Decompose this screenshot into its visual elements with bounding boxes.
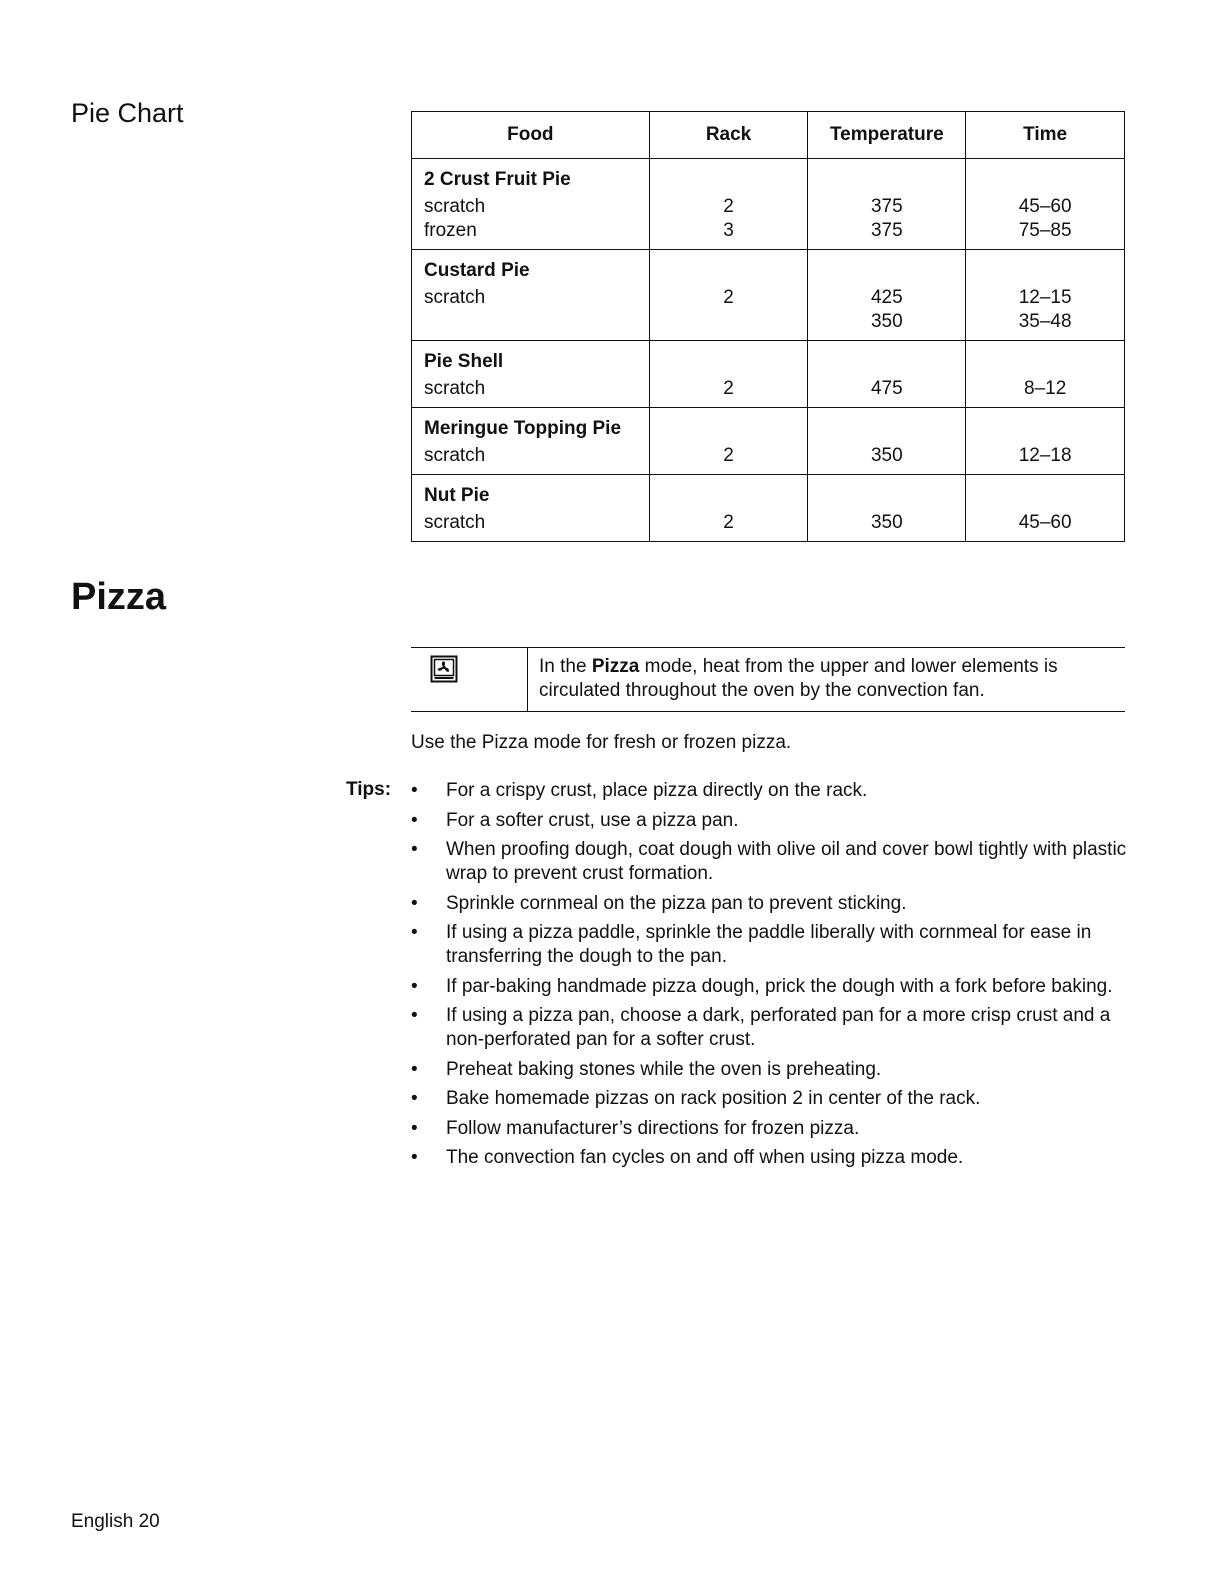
mode-text-prefix: In the [539, 656, 592, 677]
cell-value-food [424, 310, 639, 334]
list-item [411, 892, 1151, 916]
table-cell-rack [649, 341, 808, 408]
cell-value-food: scratch [424, 196, 486, 217]
bullet-icon: • [411, 892, 418, 914]
tips-list [411, 779, 1151, 1176]
pie-category: Nut Pie [424, 485, 490, 506]
tip-text: If par-baking handmade pizza dough, prick the dough with a fork before baking. [446, 975, 1113, 997]
table-cell-time [966, 475, 1125, 542]
list-item [411, 1117, 1151, 1141]
tip-text: The convection fan cycles on and off when using pizza mode. [446, 1147, 964, 1168]
cell-value-time: 45–60 [1018, 196, 1072, 217]
bullet-icon: • [411, 809, 418, 831]
cell-value-time: 8–12 [1024, 378, 1067, 399]
cell-value-time: 12–18 [1018, 445, 1072, 466]
bullet-icon: • [411, 1117, 418, 1139]
table-row [412, 250, 1125, 341]
cell-value-temp: 375 [870, 220, 903, 241]
table-cell-time [966, 250, 1125, 341]
pie-category: 2 Crust Fruit Pie [424, 169, 571, 190]
list-item [411, 779, 1151, 803]
table-cell-temp [808, 341, 966, 408]
table-cell-temp [808, 475, 966, 542]
table-cell-rack [649, 159, 808, 250]
table-cell-temp [808, 159, 966, 250]
bullet-icon: • [411, 1005, 418, 1026]
table-cell-time [966, 341, 1125, 408]
cell-value-rack [650, 310, 808, 334]
pizza-usage-text: Use the Pizza mode for fresh or frozen pizza. [411, 732, 792, 753]
list-item [411, 1087, 1151, 1111]
cell-value-food: scratch [424, 287, 486, 308]
cell-value-time: 12–15 [1018, 287, 1072, 308]
table-cell-time [966, 408, 1125, 475]
header-temperature: Temperature [808, 112, 966, 159]
table-cell-food [412, 341, 650, 408]
cell-value-temp: 350 [870, 311, 903, 332]
list-item [411, 975, 1151, 999]
table-cell-food [412, 250, 650, 341]
cell-value-food: scratch [424, 512, 486, 533]
table-cell-food [412, 159, 650, 250]
tips-label: Tips: [346, 779, 392, 800]
tip-text: If using a pizza pan, choose a dark, perforated pan for a more crisp crust and a non-perforated pan for a softer crust. [446, 1005, 1111, 1050]
table-cell-time [966, 159, 1125, 250]
table-cell-rack [649, 250, 808, 341]
pie-category: Custard Pie [424, 260, 530, 281]
cell-value-rack: 2 [723, 378, 734, 399]
list-item [411, 838, 1151, 886]
pizza-title: Pizza [71, 576, 167, 618]
pie-chart-title: Pie Chart [71, 98, 184, 128]
table-cell-food [412, 475, 650, 542]
table-cell-rack [649, 475, 808, 542]
cell-value-temp: 425 [870, 287, 903, 308]
cell-value-rack: 2 [723, 512, 734, 533]
cell-value-temp: 350 [870, 512, 903, 533]
convection-fan-icon [430, 655, 458, 683]
cell-value-time: 35–48 [1018, 311, 1072, 332]
list-item [411, 1146, 1151, 1170]
tip-text: If using a pizza paddle, sprinkle the paddle liberally with cornmeal for ease in transferring the dough to the pan. [446, 922, 1092, 967]
table-row [412, 341, 1125, 408]
cell-value-rack: 2 [723, 445, 734, 466]
bullet-icon: • [411, 1147, 418, 1168]
page-footer: English 20 [71, 1511, 160, 1532]
pie-table [411, 111, 1125, 542]
table-cell-temp [808, 408, 966, 475]
header-time: Time [966, 112, 1125, 159]
table-row [412, 408, 1125, 475]
table-row [412, 159, 1125, 250]
pizza-mode-description [539, 655, 1114, 703]
list-item [411, 1004, 1151, 1052]
tip-text: Follow manufacturer’s directions for frozen pizza. [446, 1117, 860, 1139]
cell-value-food: scratch [424, 378, 486, 399]
mode-name-bold: Pizza [591, 656, 640, 677]
table-cell-temp [808, 250, 966, 341]
bullet-icon: • [411, 1088, 418, 1109]
cell-value-temp: 375 [870, 196, 903, 217]
cell-value-rack: 2 [723, 196, 734, 217]
tip-text: Preheat baking stones while the oven is preheating. [446, 1058, 882, 1080]
list-item [411, 921, 1151, 969]
bullet-icon: • [411, 780, 418, 801]
bullet-icon: • [411, 839, 418, 860]
info-box-divider [527, 648, 528, 711]
cell-value-time: 75–85 [1018, 220, 1072, 241]
table-cell-rack [649, 408, 808, 475]
mode-text-suffix: mode, heat from the upper and lower elements is circulated throughout the oven by the convection fan. [539, 656, 1058, 701]
cell-value-food: scratch [424, 445, 486, 466]
cell-value-rack: 3 [723, 220, 734, 241]
cell-value-time: 45–60 [1018, 512, 1072, 533]
cell-value-food: frozen [424, 220, 477, 241]
table-row [412, 475, 1125, 542]
tip-text: For a softer crust, use a pizza pan. [446, 809, 739, 831]
header-rack: Rack [649, 112, 808, 159]
pizza-mode-info-box [411, 647, 1125, 712]
bullet-icon: • [411, 922, 418, 943]
table-header-row [412, 112, 1125, 159]
bullet-icon: • [411, 1058, 418, 1080]
cell-value-rack: 2 [723, 287, 734, 308]
cell-value-temp: 475 [870, 378, 903, 399]
table-cell-food [412, 408, 650, 475]
tip-text: Bake homemade pizzas on rack position 2 in center of the rack. [446, 1088, 981, 1109]
cell-value-temp: 350 [870, 445, 903, 466]
tip-text: For a crispy crust, place pizza directly on the rack. [446, 780, 868, 801]
list-item [411, 809, 1151, 833]
tip-text: When proofing dough, coat dough with olive oil and cover bowl tightly with plastic wrap to prevent crust formation. [446, 839, 1127, 884]
header-food: Food [412, 112, 650, 159]
bullet-icon: • [411, 975, 418, 997]
list-item [411, 1058, 1151, 1082]
tip-text: Sprinkle cornmeal on the pizza pan to prevent sticking. [446, 892, 907, 914]
pie-category: Pie Shell [424, 351, 504, 372]
pie-category: Meringue Topping Pie [424, 418, 622, 439]
